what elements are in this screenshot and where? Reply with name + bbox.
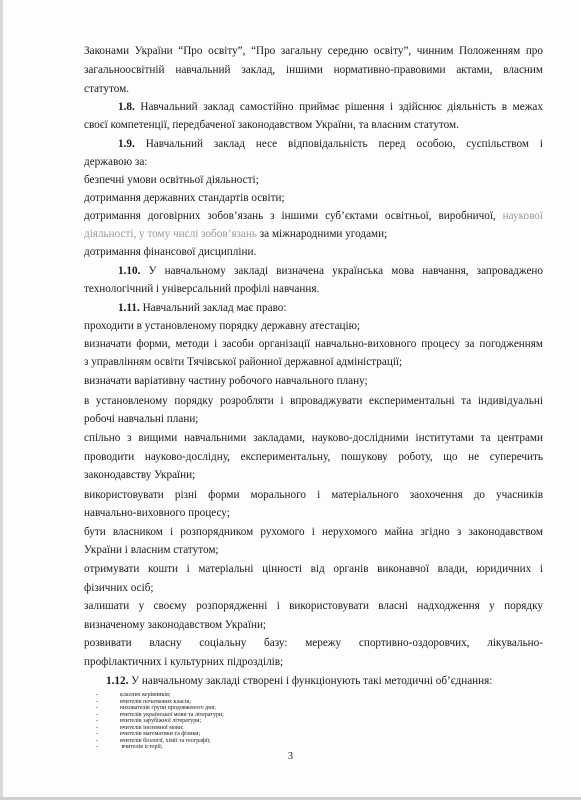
- list-item-text: вчителів історії;: [120, 744, 163, 750]
- line-text: за міжнародними угодами;: [256, 228, 388, 240]
- line-text: дотримання державних стандартів освіти;: [84, 192, 285, 204]
- line-text: визначати варіативну частину робочого навчального плану;: [84, 375, 368, 387]
- line-text: законодавству України;: [84, 469, 196, 481]
- text-line: [84, 173, 543, 187]
- text-line: [84, 636, 543, 650]
- text-line: [84, 355, 543, 369]
- line-text: дотримання фінансової дисципліни.: [84, 246, 257, 258]
- text-line: [84, 118, 543, 132]
- clause-number: 1.8.: [118, 101, 135, 113]
- paragraph-1-12: [106, 674, 543, 688]
- line-text: спільно з вищими навчальними закладами, науково-дослідними інститутами та центрами: [84, 432, 543, 444]
- line-text: визначати форми, методи і засоби організації навчально-виховного процесу за погодженням: [84, 338, 543, 350]
- text-line: [84, 562, 543, 576]
- line-text: Законами України “Про освіту”, “Про загальну середню освіту”, чинним Положенням про: [84, 45, 543, 57]
- text-line: [84, 227, 543, 241]
- list-item-text: вчителів зарубіжної літератури;: [120, 718, 202, 724]
- bullet-dash: -: [96, 698, 98, 705]
- bullet-dash: -: [96, 718, 98, 724]
- clause-number: 1.11.: [118, 302, 140, 314]
- line-text: визначеному законодавством України;: [84, 619, 267, 631]
- paragraph-1-9: [118, 137, 543, 151]
- line-text: робочі навчальні плани;: [84, 413, 199, 425]
- text-line: [84, 599, 543, 613]
- bullet-dash: -: [96, 711, 98, 718]
- faded-text: наукової: [495, 210, 543, 222]
- bullet-dash: -: [96, 705, 98, 711]
- line-text: дотримання договірних зобов’язань з іншими суб’єктами освітньої, виробничої,: [84, 210, 496, 222]
- scan-edge: [0, 0, 3, 800]
- text-line: [84, 618, 543, 632]
- line-text: бути власником і розпорядником рухомого і нерухомого майна згідно з законодавством: [84, 526, 543, 538]
- line-text: загальноосвітній навчальний заклад, іншими нормативно-правовими актами, власним: [84, 64, 543, 76]
- list-item-text: класних керівників;: [120, 692, 171, 698]
- line-text: У навчальному закладі визначена українська мова навчання, запроваджено: [140, 265, 543, 277]
- list-item-text: вчителів української мови та літератури;: [120, 711, 224, 718]
- line-text: в установленому порядку розробляти і впроваджувати експериментальні та індивідуальні: [84, 395, 543, 407]
- text-line: [84, 155, 543, 169]
- line-text: У навчальному закладі створені і функціонують такі методичні об’єднання:: [128, 675, 493, 687]
- line-text: України і власним статутом;: [84, 544, 219, 556]
- line-text: залишати у своєму розпорядженні і використовувати власні надходження у порядку: [84, 600, 543, 612]
- paragraph-1-8: [118, 100, 543, 114]
- list-item-text: вчителів біології, хімії та географії;: [120, 737, 211, 744]
- paragraph-1-10: [118, 264, 543, 278]
- line-text: Навчальний заклад несе відповідальність перед особою, суспільством і: [134, 138, 543, 150]
- text-line: [84, 337, 543, 351]
- text-line: [84, 63, 543, 77]
- text-line: [84, 44, 543, 58]
- line-text: Навчальний заклад має право:: [139, 302, 287, 314]
- list-item-text: вчителів іноземної мови;: [120, 724, 184, 731]
- text-line: [84, 543, 543, 557]
- text-line: [84, 431, 543, 445]
- text-line: [84, 412, 543, 426]
- line-text: проходити в установленому порядку державну атестацію;: [84, 320, 361, 332]
- text-line: [84, 82, 543, 96]
- paragraph-1-11: [118, 301, 543, 315]
- text-line: [84, 488, 543, 502]
- line-text: фізичних осіб;: [84, 582, 154, 594]
- bullet-dash: -: [96, 744, 98, 750]
- clause-number: 1.10.: [118, 265, 141, 277]
- line-text: безпечні умови освітньої діяльності;: [84, 174, 259, 186]
- list-item: [96, 744, 163, 751]
- bullet-dash: -: [96, 731, 98, 737]
- line-text: профілактичних і культурних підрозділів;: [84, 656, 284, 668]
- list-item-text: вчителів початкових класів;: [120, 698, 191, 705]
- line-text: використовувати різні форми морального і матеріального заохочення до учасників: [84, 489, 543, 501]
- line-text: навчально-виховного процесу;: [84, 507, 230, 519]
- text-line: [84, 319, 543, 333]
- text-line: [84, 450, 543, 464]
- text-line: [84, 191, 543, 205]
- list-item-text: вчителів математики та фізики;: [120, 731, 201, 737]
- line-text: отримувати кошти і матеріальні цінності від органів виконавчої влади, юридичних і: [84, 563, 543, 575]
- clause-number: 1.9.: [118, 138, 135, 150]
- list-item-text: вихователів групи продовженого дня;: [120, 705, 216, 711]
- text-line: [84, 209, 543, 223]
- text-line: [84, 282, 543, 296]
- text-line: [84, 374, 543, 388]
- line-text: статутом.: [84, 83, 130, 95]
- text-line: [84, 655, 543, 669]
- faded-text: діяльності, у тому числі зобов’язань: [84, 228, 257, 240]
- text-line: [84, 245, 543, 259]
- line-text: розвивати власну соціальну базу: мережу спортивно-оздоровчих, лікувально-: [84, 637, 543, 649]
- bullet-dash: -: [96, 737, 98, 744]
- text-line: [84, 525, 543, 539]
- line-text: проводити науково-дослідну, експериментальну, пошукову роботу, що не суперечить: [84, 451, 543, 463]
- bullet-dash: -: [96, 724, 98, 731]
- line-text: державою за:: [84, 156, 148, 168]
- clause-number: 1.12.: [106, 675, 129, 687]
- line-text: своєї компетенції, передбаченої законодавством України, та власним статутом.: [84, 119, 459, 131]
- bullet-dash: -: [96, 692, 98, 698]
- text-line: [84, 394, 543, 408]
- page-number: 3: [288, 751, 293, 762]
- text-line: [84, 468, 543, 482]
- line-text: Навчальний заклад самостійно приймає рішення і здійснює діяльність в межах: [134, 101, 543, 113]
- text-line: [84, 581, 543, 595]
- line-text: з управлінням освіти Тячівської районної державної адміністрації;: [84, 356, 403, 368]
- text-line: [84, 506, 543, 520]
- line-text: технологічний і універсальний профілі навчання.: [84, 283, 320, 295]
